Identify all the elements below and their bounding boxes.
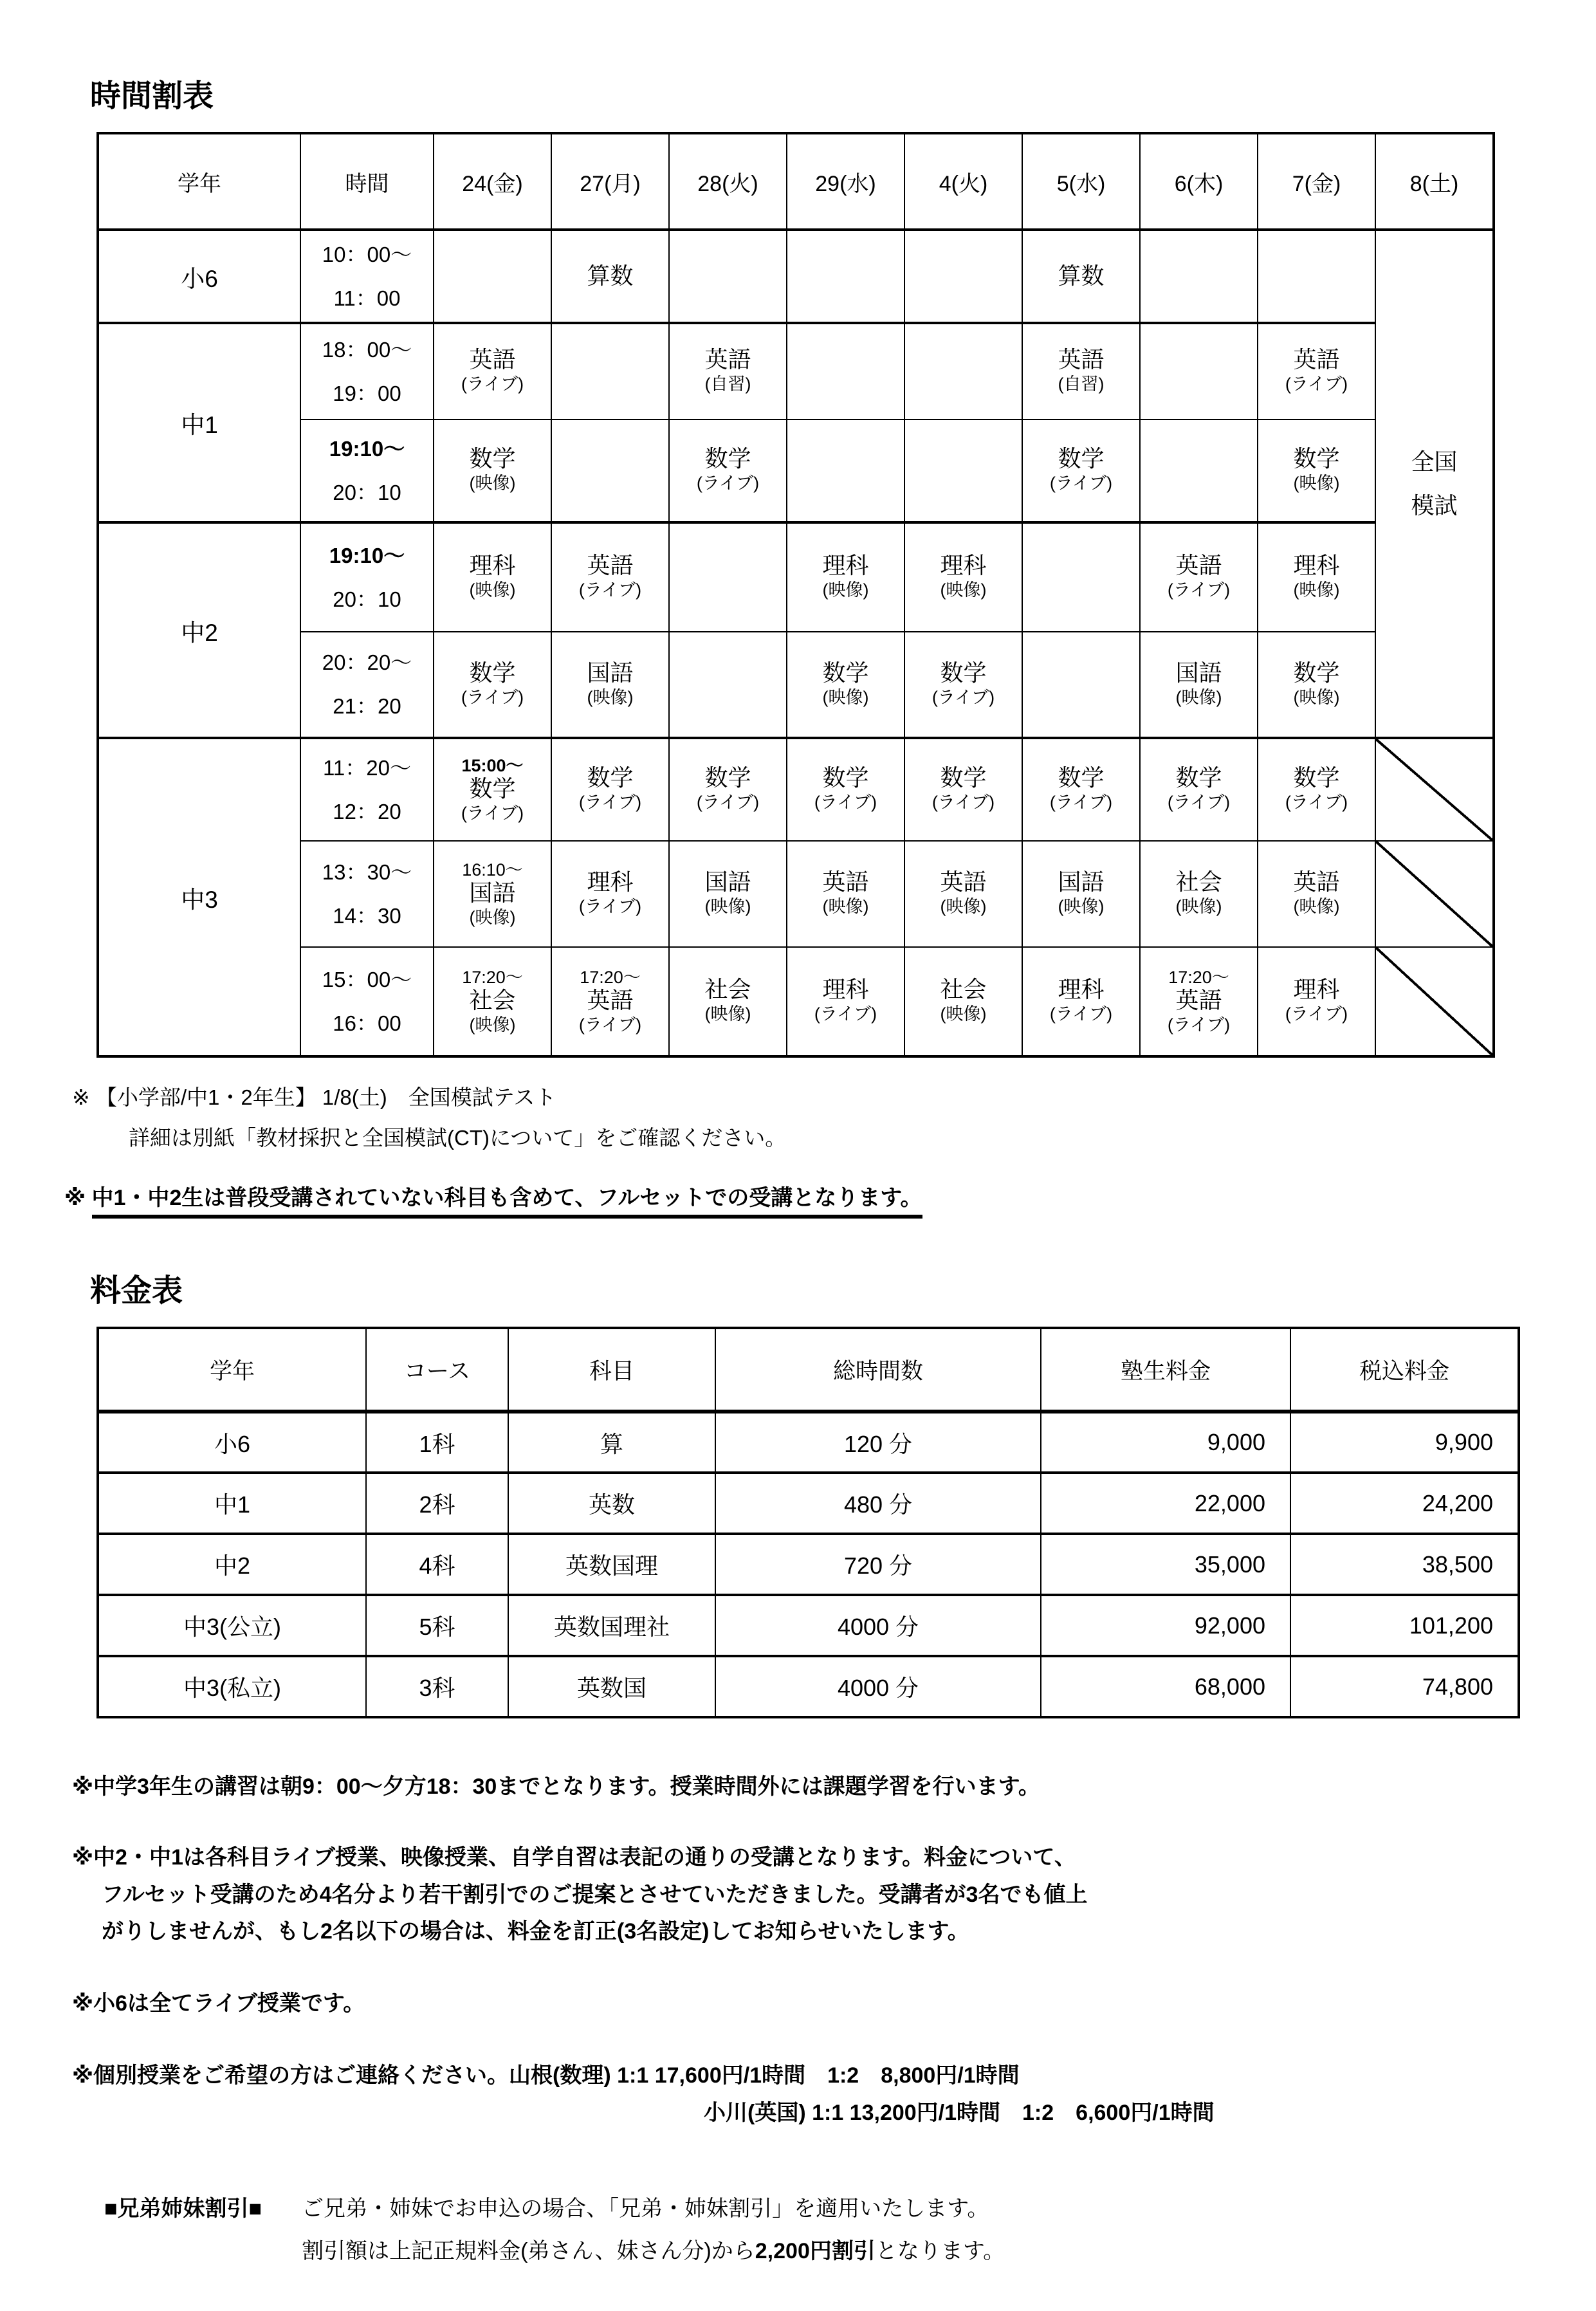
- grade-cell: 小6: [98, 1412, 366, 1473]
- price-note-2-line3: がりしませんが、もし2名以下の場合は、料金を訂正(3名設定)してお知らせいたします。: [102, 1919, 969, 1944]
- minutes-cell: 4000 分: [715, 1656, 1041, 1717]
- lesson-cell: 理科 (映像): [787, 522, 904, 632]
- time-cell: 10：00～ 11：00: [300, 230, 434, 323]
- sibling-discount-text: [302, 2187, 1005, 2273]
- empty-cell: [787, 323, 904, 419]
- price-header-cell: 税込料金: [1290, 1328, 1519, 1412]
- lesson-cell: 英語 (映像): [904, 841, 1022, 947]
- member-price-cell: 35,000: [1041, 1534, 1290, 1595]
- lesson-cell: 数学 (ライブ): [669, 738, 787, 841]
- lesson-cell: 理科 (映像): [434, 522, 551, 632]
- lesson-cell: 理科 (ライブ): [1258, 947, 1375, 1056]
- tax-included-price-cell: 38,500: [1290, 1534, 1519, 1595]
- lesson-cell: 国語 (映像): [1022, 841, 1140, 947]
- warning-text: 中1・中2生は普段受講されていない科目も含めて、フルセットでの受講となります。: [92, 1186, 922, 1219]
- empty-cell: [904, 323, 1022, 419]
- member-price-cell: 68,000: [1041, 1656, 1290, 1717]
- price-header-cell: 学年: [98, 1328, 366, 1412]
- warning-mark: ※: [64, 1186, 92, 1210]
- time-cell: 11：20～ 12：20: [300, 738, 434, 841]
- grade-cell: 中2: [98, 522, 300, 738]
- timetable-row: [98, 419, 1494, 522]
- time-cell: 18：00～ 19：00: [300, 323, 434, 419]
- timetable-table: [96, 132, 1495, 1058]
- price-row: [98, 1656, 1519, 1717]
- price-row: [98, 1473, 1519, 1534]
- minutes-cell: 4000 分: [715, 1595, 1041, 1656]
- lesson-cell: 理科 (ライブ): [787, 947, 904, 1056]
- price-row: [98, 1595, 1519, 1656]
- timetable-header-cell: 6(木): [1140, 133, 1258, 230]
- subjects-cell: 英数国理社: [508, 1595, 715, 1656]
- time-cell: 19:10～ 20：10: [300, 522, 434, 632]
- grade-cell: 中1: [98, 323, 300, 522]
- tax-included-price-cell: 101,200: [1290, 1595, 1519, 1656]
- empty-cell: [551, 323, 669, 419]
- tax-included-price-cell: 74,800: [1290, 1656, 1519, 1717]
- lesson-cell: 算数: [1022, 230, 1140, 323]
- lesson-cell: 英語 (ライブ): [1140, 522, 1258, 632]
- empty-cell: [787, 419, 904, 522]
- timetable-header-cell: 7(金): [1258, 133, 1375, 230]
- price-header-cell: コース: [366, 1328, 508, 1412]
- course-cell: 2科: [366, 1473, 508, 1534]
- sibling-discount-section: [104, 2187, 1532, 2273]
- timetable-header-cell: 4(火): [904, 133, 1022, 230]
- grade-cell: 中3(私立): [98, 1656, 366, 1717]
- sibling-discount-label: ■兄弟姉妹割引■: [104, 2196, 262, 2221]
- timetable-row: [98, 841, 1494, 947]
- timetable-row: [98, 522, 1494, 632]
- empty-cell: [669, 230, 787, 323]
- empty-cell: [787, 230, 904, 323]
- lesson-cell: 国語 (映像): [669, 841, 787, 947]
- lesson-cell: 理科 (映像): [1258, 522, 1375, 632]
- empty-cell: [1140, 419, 1258, 522]
- lesson-cell: 17:20～ 英語 (ライブ): [551, 947, 669, 1056]
- price-header-cell: 科目: [508, 1328, 715, 1412]
- grade-cell: 中3: [98, 738, 300, 1056]
- price-row: [98, 1534, 1519, 1595]
- lesson-cell: 数学 (ライブ): [434, 632, 551, 738]
- lesson-cell: 数学 (ライブ): [1022, 738, 1140, 841]
- lesson-cell: 数学 (ライブ): [1140, 738, 1258, 841]
- lesson-cell: 英語 (映像): [787, 841, 904, 947]
- subjects-cell: 英数国: [508, 1656, 715, 1717]
- price-note-3: ※小6は全てライブ授業です。: [72, 1991, 365, 2016]
- lesson-cell: 英語 (ライブ): [434, 323, 551, 419]
- empty-cell: [669, 632, 787, 738]
- timetable-header-cell: 28(火): [669, 133, 787, 230]
- timetable-row: [98, 947, 1494, 1056]
- lesson-cell: 17:20～ 英語 (ライブ): [1140, 947, 1258, 1056]
- subjects-cell: 英数: [508, 1473, 715, 1534]
- course-cell: 4科: [366, 1534, 508, 1595]
- lesson-cell: 数学 (ライブ): [551, 738, 669, 841]
- empty-cell: [551, 419, 669, 522]
- member-price-cell: 9,000: [1041, 1412, 1290, 1473]
- lesson-cell: 数学 (ライブ): [904, 738, 1022, 841]
- timetable-header-cell: 24(金): [434, 133, 551, 230]
- price-note-2-line1: ※中2・中1は各科目ライブ授業、映像授業、自学自習は表記の通りの受講となります。料金について、: [72, 1845, 1076, 1870]
- time-cell: 13：30～ 14：30: [300, 841, 434, 947]
- lesson-cell: 数学 (映像): [787, 632, 904, 738]
- sibling-discount-line1: ご兄弟・姉妹でお申込の場合、「兄弟・姉妹割引」を適用いたします。: [302, 2196, 989, 2221]
- price-note-2: [72, 1839, 1532, 1951]
- empty-cell: [1140, 323, 1258, 419]
- empty-cell: [669, 522, 787, 632]
- lesson-cell: 社会 (映像): [1140, 841, 1258, 947]
- timetable-header-cell: 学年: [98, 133, 300, 230]
- exam-note-line2: 詳細は別紙「教材採択と全国模試(CT)について」をご確認ください。: [129, 1126, 787, 1150]
- grade-cell: 小6: [98, 230, 300, 323]
- crossed-out-cell: [1375, 947, 1494, 1056]
- empty-cell: [1022, 522, 1140, 632]
- empty-cell: [434, 230, 551, 323]
- lesson-cell: 数学 (ライブ): [669, 419, 787, 522]
- lesson-cell: 国語 (映像): [1140, 632, 1258, 738]
- lesson-cell: 社会 (映像): [904, 947, 1022, 1056]
- timetable-header-cell: 時間: [300, 133, 434, 230]
- lesson-cell: 数学 (ライブ): [904, 632, 1022, 738]
- lesson-cell: 理科 (ライブ): [1022, 947, 1140, 1056]
- price-header-cell: 総時間数: [715, 1328, 1041, 1412]
- minutes-cell: 480 分: [715, 1473, 1041, 1534]
- timetable-row: [98, 230, 1494, 323]
- timetable-header-cell: 8(土): [1375, 133, 1494, 230]
- price-note-4: [72, 2058, 1532, 2132]
- lesson-cell: 数学 (ライブ): [1022, 419, 1140, 522]
- empty-cell: [1140, 230, 1258, 323]
- time-cell: 15：00～ 16：00: [300, 947, 434, 1056]
- price-note-2-line2: フルセット受講のため4名分より若干割引でのご提案とさせていただきました。受講者が3名でも値上: [102, 1882, 1088, 1907]
- timetable-header-cell: 29(水): [787, 133, 904, 230]
- empty-cell: [1022, 632, 1140, 738]
- member-price-cell: 92,000: [1041, 1595, 1290, 1656]
- lesson-cell: 15:00～ 数学 (ライブ): [434, 738, 551, 841]
- lesson-cell: 英語 (ライブ): [551, 522, 669, 632]
- lesson-cell: 数学 (映像): [434, 419, 551, 522]
- price-table-title: 料金表: [90, 1274, 183, 1308]
- exam-note-line1: ※ 【小学部/中1・2年生】 1/8(土) 全国模試テスト: [72, 1085, 556, 1109]
- price-header-cell: 塾生料金: [1041, 1328, 1290, 1412]
- timetable-row: [98, 632, 1494, 738]
- discount-amount: 2,200円割引: [755, 2238, 876, 2263]
- empty-cell: [904, 230, 1022, 323]
- subjects-cell: 英数国理: [508, 1534, 715, 1595]
- lesson-cell: 理科 (映像): [904, 522, 1022, 632]
- tax-included-price-cell: 24,200: [1290, 1473, 1519, 1534]
- lesson-cell: 数学 (映像): [1258, 419, 1375, 522]
- lesson-cell: 英語 (自習): [1022, 323, 1140, 419]
- lesson-cell: 数学 (映像): [1258, 632, 1375, 738]
- subjects-cell: 算: [508, 1412, 715, 1473]
- course-cell: 1科: [366, 1412, 508, 1473]
- timetable-header-cell: 5(水): [1022, 133, 1140, 230]
- grade-cell: 中3(公立): [98, 1595, 366, 1656]
- timetable-row: [98, 738, 1494, 841]
- minutes-cell: 120 分: [715, 1412, 1041, 1473]
- minutes-cell: 720 分: [715, 1534, 1041, 1595]
- timetable-title: 時間割表: [90, 79, 214, 113]
- fullset-warning-note: [64, 1180, 1532, 1211]
- lesson-cell: 数学 (ライブ): [1258, 738, 1375, 841]
- price-note-1: ※中学3年生の講習は朝9：00～夕方18：30までとなります。授業時間外には課題学習を行います。: [72, 1774, 1040, 1799]
- timetable-header-cell: 27(月): [551, 133, 669, 230]
- tax-included-price-cell: 9,900: [1290, 1412, 1519, 1473]
- timetable-header-row: [98, 133, 1494, 230]
- price-header-row: [98, 1328, 1519, 1412]
- lesson-cell: 理科 (ライブ): [551, 841, 669, 947]
- lesson-cell: 17:20～ 社会 (映像): [434, 947, 551, 1056]
- lesson-cell: 英語 (ライブ): [1258, 323, 1375, 419]
- crossed-out-cell: [1375, 738, 1494, 841]
- lesson-cell: 社会 (映像): [669, 947, 787, 1056]
- price-note-4-line2: 小川(英国) 1:1 13,200円/1時間 1:2 6,600円/1時間: [704, 2100, 1215, 2125]
- member-price-cell: 22,000: [1041, 1473, 1290, 1534]
- empty-cell: [1258, 230, 1375, 323]
- grade-cell: 中1: [98, 1473, 366, 1534]
- grade-cell: 中2: [98, 1534, 366, 1595]
- lesson-cell: 国語 (映像): [551, 632, 669, 738]
- timetable-row: [98, 323, 1494, 419]
- crossed-out-cell: [1375, 841, 1494, 947]
- price-row: [98, 1412, 1519, 1473]
- course-cell: 5科: [366, 1595, 508, 1656]
- lesson-cell: 英語 (自習): [669, 323, 787, 419]
- time-cell: 20：20～ 21：20: [300, 632, 434, 738]
- sibling-discount-line2: 割引額は上記正規料金(弟さん、妹さん分)から2,200円割引となります。: [302, 2238, 1005, 2263]
- price-table: [96, 1327, 1520, 1718]
- empty-cell: [904, 419, 1022, 522]
- lesson-cell: 数学 (ライブ): [787, 738, 904, 841]
- course-cell: 3科: [366, 1656, 508, 1717]
- lesson-cell: 算数: [551, 230, 669, 323]
- price-note-4-line1: ※個別授業をご希望の方はご連絡ください。山根(数理) 1:1 17,600円/1時間 1:2 8,800円/1時間: [72, 2063, 1020, 2088]
- time-cell: 19:10～ 20：10: [300, 419, 434, 522]
- national-exam-cell: 全国 模試: [1375, 230, 1494, 738]
- lesson-cell: 16:10～ 国語 (映像): [434, 841, 551, 947]
- lesson-cell: 英語 (映像): [1258, 841, 1375, 947]
